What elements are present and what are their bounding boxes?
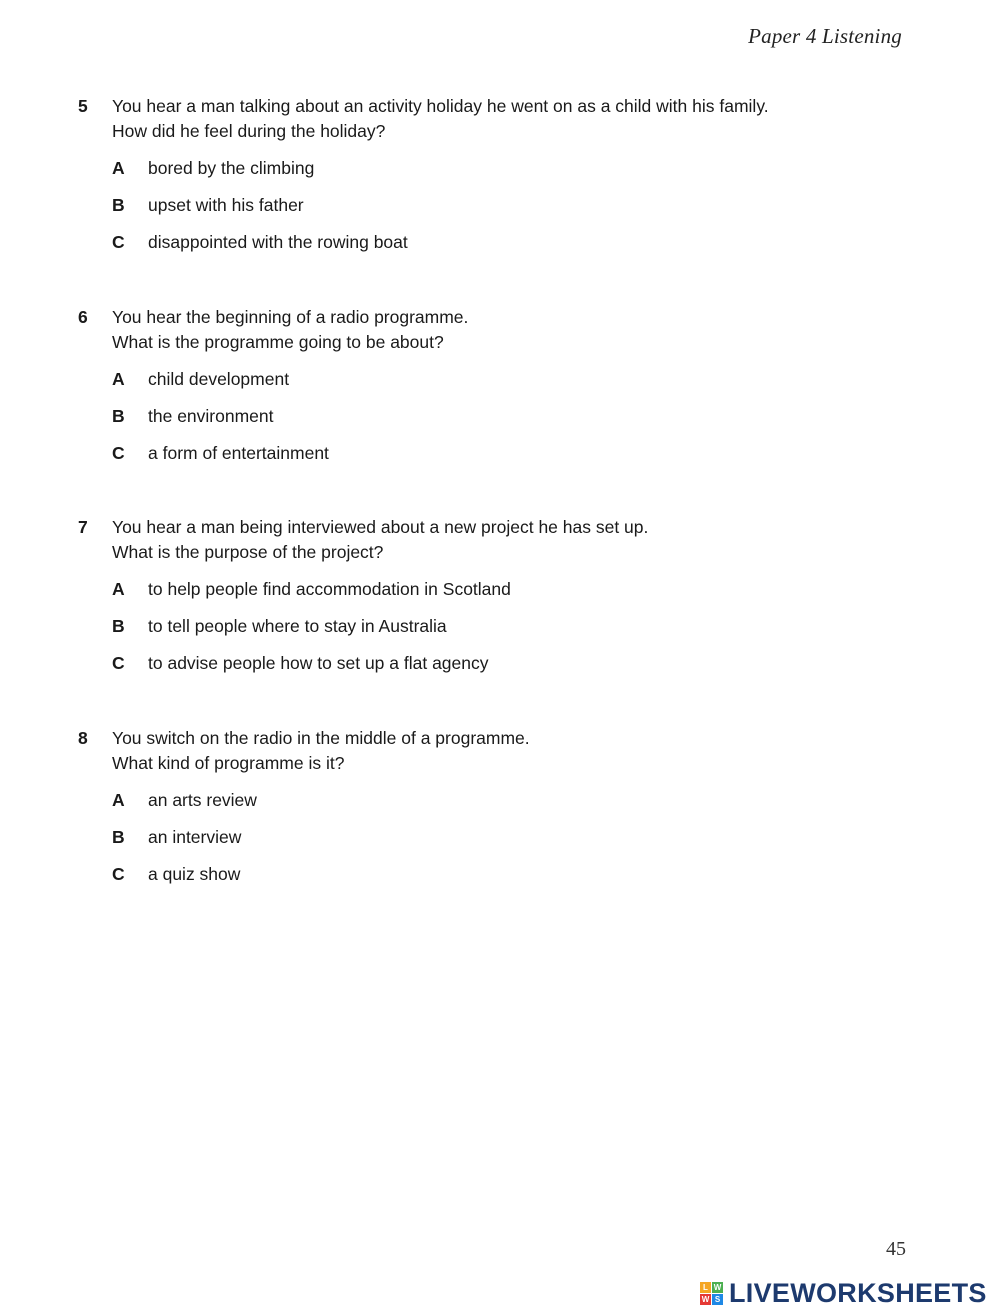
question-text-line-2: What is the programme going to be about? <box>112 332 444 352</box>
question-number: 7 <box>78 517 88 537</box>
question-6 <box>78 305 938 478</box>
option-letter: A <box>112 369 125 389</box>
option-text: a form of entertainment <box>148 443 329 463</box>
question-5 <box>78 94 938 267</box>
question-text-line-1: You hear the beginning of a radio programme. <box>112 307 469 327</box>
question-stem <box>78 305 938 355</box>
options-list <box>78 788 938 899</box>
logo-text: LIVEWORKSHEETS <box>729 1278 987 1308</box>
option-text: child development <box>148 369 290 389</box>
question-stem <box>78 515 938 565</box>
liveworksheets-logo[interactable] <box>700 1278 987 1309</box>
option-letter: C <box>112 232 125 252</box>
option-b[interactable] <box>78 825 938 862</box>
option-a[interactable] <box>78 788 938 825</box>
option-text: a quiz show <box>148 864 241 884</box>
question-number: 5 <box>78 96 88 116</box>
option-a[interactable] <box>78 577 938 614</box>
question-text-line-1: You hear a man being interviewed about a new project he has set up. <box>112 517 649 537</box>
option-letter: B <box>112 827 125 847</box>
option-c[interactable] <box>78 862 938 899</box>
option-c[interactable] <box>78 230 938 267</box>
option-text: upset with his father <box>148 195 304 215</box>
option-letter: B <box>112 406 125 426</box>
logo-icon <box>700 1282 723 1305</box>
option-text: disappointed with the rowing boat <box>148 232 408 252</box>
options-list <box>78 156 938 267</box>
option-letter: C <box>112 443 125 463</box>
page-number: 45 <box>886 1238 906 1260</box>
option-text: to help people find accommodation in Scotland <box>148 579 511 599</box>
option-text: the environment <box>148 406 274 426</box>
option-text: to advise people how to set up a flat agency <box>148 653 489 673</box>
option-letter: B <box>112 616 125 636</box>
options-list <box>78 367 938 478</box>
option-b[interactable] <box>78 404 938 441</box>
question-text-line-2: What is the purpose of the project? <box>112 542 384 562</box>
question-7 <box>78 515 938 688</box>
option-letter: A <box>112 790 125 810</box>
option-c[interactable] <box>78 441 938 478</box>
option-text: an interview <box>148 827 242 847</box>
question-text-line-1: You switch on the radio in the middle of a programme. <box>112 728 530 748</box>
option-text: an arts review <box>148 790 257 810</box>
option-c[interactable] <box>78 651 938 688</box>
running-head: Paper 4 Listening <box>748 24 902 48</box>
question-text-line-2: What kind of programme is it? <box>112 753 345 773</box>
option-a[interactable] <box>78 367 938 404</box>
option-b[interactable] <box>78 614 938 651</box>
option-b[interactable] <box>78 193 938 230</box>
option-text: to tell people where to stay in Australia <box>148 616 447 636</box>
question-number: 6 <box>78 307 88 327</box>
question-text-line-1: You hear a man talking about an activity holiday he went on as a child with his family. <box>112 96 769 116</box>
question-number: 8 <box>78 728 88 748</box>
question-stem <box>78 94 938 144</box>
logo-tile: W <box>701 1295 710 1304</box>
logo-tile: W <box>713 1283 722 1292</box>
logo-tile: S <box>712 1294 723 1305</box>
question-stem <box>78 726 938 776</box>
question-8 <box>78 726 938 899</box>
option-letter: C <box>112 653 125 673</box>
option-letter: A <box>112 579 125 599</box>
option-letter: B <box>112 195 125 215</box>
option-letter: A <box>112 158 125 178</box>
option-text: bored by the climbing <box>148 158 315 178</box>
option-a[interactable] <box>78 156 938 193</box>
logo-tile: L <box>700 1282 711 1293</box>
option-letter: C <box>112 864 125 884</box>
options-list <box>78 577 938 688</box>
question-text-line-2: How did he feel during the holiday? <box>112 121 386 141</box>
